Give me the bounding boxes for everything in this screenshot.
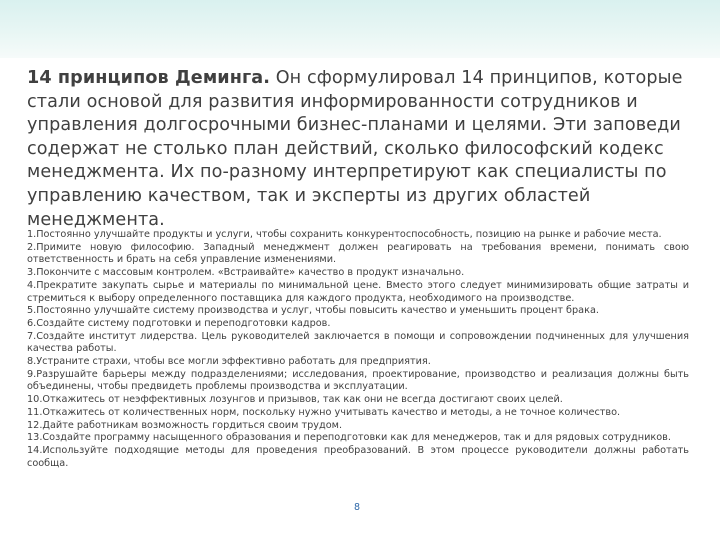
principle-item: 7.Создайте институт лидерства. Цель руководителей заключается в помощи и сопровождении подчиненных для улучшения качества работы. <box>27 330 689 355</box>
slide-title: 14 принципов Деминга. <box>27 68 271 88</box>
principle-item: 10.Откажитесь от неэффективных лозунгов и призывов, так как они не всегда достигают своих целей. <box>27 394 563 406</box>
principles-list <box>27 229 689 470</box>
principle-item: 11.Откажитесь от количественных норм, поскольку нужно учитывать качество и методы, а не точное количество. <box>27 406 621 418</box>
principle-item: 4.Прекратите закупать сырье и материалы по минимальной цене. Вместо этого следует минимизировать общие затраты и стремиться к выбору определенного поставщика для каждого продукта, необходимого на производстве. <box>27 279 689 304</box>
principle-item: 8.Устраните страхи, чтобы все могли эффективно работать для предприятия. <box>27 356 431 368</box>
principle-item: 12.Дайте работникам возможность гордиться своим трудом. <box>27 419 343 431</box>
intro-text: Он сформулировал 14 принципов, которые стали основой для развития информированности сотрудников и управления долгосрочными бизнес-планами и целями. Эти заповеди содержат не столько план действий, сколько философский кодекс менеджмента. Их по-разному интерпретируют как специалисты по управлению качеством, так и эксперты из других областей менеджмента. <box>27 68 683 230</box>
principle-item: 9.Разрушайте барьеры между подразделениями; исследования, проектирование, производство и реализация должны быть объединены, чтобы предвидеть проблемы производства и эксплуатации. <box>27 368 689 393</box>
principle-item: 2.Примите новую философию. Западный менеджмент должен реагировать на требования времени, понимать свою ответственность и брать на себя управление изменениями. <box>27 241 689 266</box>
principle-item: 1.Постоянно улучшайте продукты и услуги, чтобы сохранить конкурентоспособность, позицию на рынке и рабочие места. <box>27 229 662 240</box>
principle-item: 6.Создайте систему подготовки и переподготовки кадров. <box>27 317 331 329</box>
principle-item: 5.Постоянно улучшайте систему производства и услуг, чтобы повысить качество и уменьшить процент брака. <box>27 305 599 317</box>
principle-item: 13.Создайте программу насыщенного образования и переподготовки как для менеджеров, так и для рядовых сотрудников. <box>27 432 671 444</box>
page-number: 8 <box>354 502 361 513</box>
principle-item: 3.Покончите с массовым контролем. «Встраивайте» качество в продукт изначально. <box>27 267 465 279</box>
slide-intro-paragraph <box>27 67 699 232</box>
principle-item: 14.Используйте подходящие методы для проведения преобразований. В этом процессе руководители должны работать сообща. <box>27 444 689 469</box>
